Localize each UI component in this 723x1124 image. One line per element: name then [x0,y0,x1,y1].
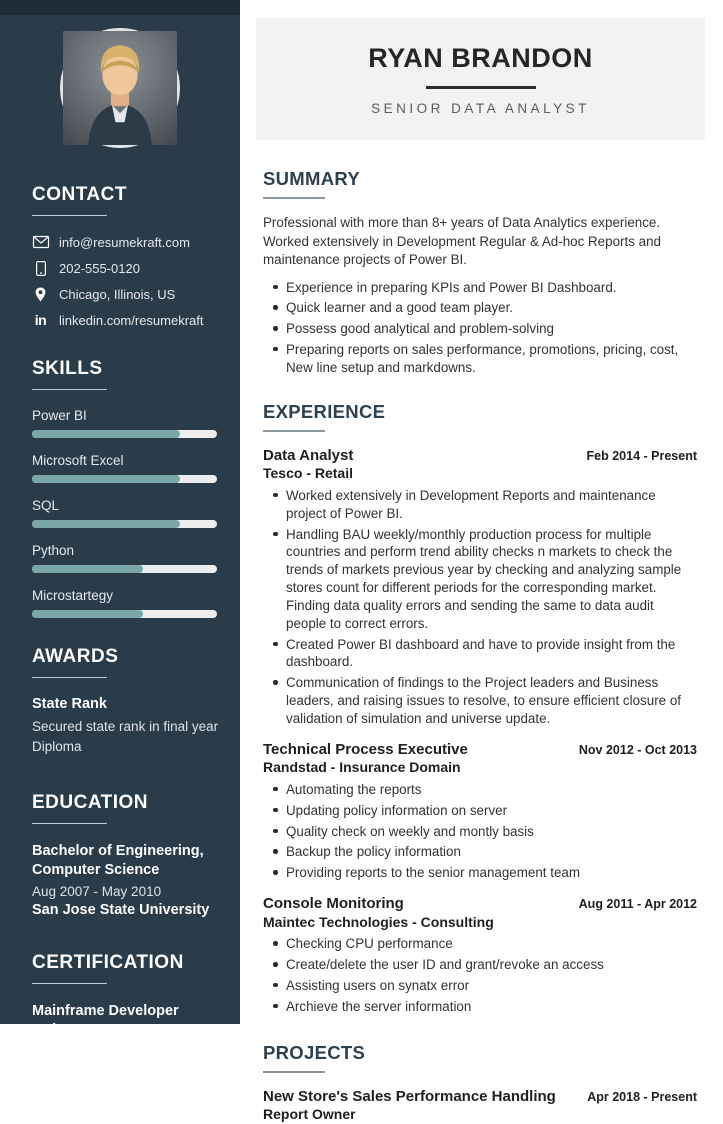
job-dates: Feb 2014 - Present [586,448,697,463]
skill-label: Power BI [32,408,87,423]
projects-heading-underline [263,1071,325,1073]
job-company: Randstad - Insurance Domain [263,759,461,776]
experience-entry [263,741,697,882]
summary-bullet: Experience in preparing KPIs and Power BI Dashboard. [271,279,697,297]
summary-paragraph: Professional with more than 8+ years of Data Analytics experience. Worked extensively in Development Regular & Ad-hoc Reports and maintenance projects of Power BI. [263,215,661,267]
contact-linkedin[interactable] [32,312,240,328]
awards-title-underline [32,677,107,678]
summary-bullet: Possess good analytical and problem-solving [271,320,697,338]
experience-section [263,401,697,1016]
skill-bar-fill [32,565,143,573]
summary-heading-underline [263,197,325,199]
location-icon [32,286,49,302]
skill-bar-track [32,565,217,573]
education-dates: Aug 2007 - May 2010 [32,883,162,899]
education-title: EDUCATION [32,791,149,813]
project-role: Report Owner [263,1106,356,1123]
contact-linkedin-text: linkedin.com/resumekraft [59,312,204,328]
job-bullet: Communication of findings to the Project leaders and Business leaders, and raising issues to resolve, to ensure efficient closure of validation of simulation and universe update. [271,674,697,727]
job-header [263,741,697,777]
skill-item [32,588,240,618]
job-bullet: Backup the policy information [271,843,697,861]
job-bullet: Updating policy information on server [271,802,697,820]
education-title-underline [32,823,107,824]
contact-title-underline [32,215,107,216]
project-title-block [263,1088,556,1124]
education-school: San Jose State University [32,901,210,918]
experience-entry [263,895,697,1016]
job-bullet: Quality check on weekly and montly basis [271,823,697,841]
job-dates: Aug 2011 - Apr 2012 [578,897,697,912]
education-section [0,792,240,918]
contact-email-text: info@resumekraft.com [59,234,190,250]
job-dates: Nov 2012 - Oct 2013 [578,742,697,757]
contact-location-text: Chicago, Illinois, US [59,286,176,302]
experience-heading-underline [263,430,325,432]
project-header [263,1088,697,1124]
certification-org: Maintec [32,1022,86,1039]
summary-bullet: Quick learner and a good team player. [271,299,697,317]
awards-title: AWARDS [32,646,119,667]
skill-bar-track [32,430,217,438]
job-bullet: Assisting users on synatx error [271,977,697,995]
job-title-block [263,741,468,777]
job-company: Maintec Technologies - Consulting [263,913,494,930]
job-bullet: Create/delete the user ID and grant/revoke an access [271,956,697,974]
certification-name: Mainframe Developer [32,1002,179,1019]
project-dates: Apr 2018 - Present [587,1089,697,1104]
job-header [263,895,697,931]
skill-label: Microstartegy [32,588,114,603]
job-bullet: Worked extensively in Development Reports and maintenance project of Power BI. [271,487,697,523]
job-bullet: Archieve the server information [271,998,697,1016]
job-title-block [263,447,353,483]
award-name: State Rank [32,696,107,712]
certification-title: CERTIFICATION [32,951,184,973]
contact-phone[interactable] [32,260,240,276]
contact-email[interactable] [32,234,240,250]
skill-bar-track [32,475,217,483]
skill-bar-fill [32,520,180,528]
education-degree: Bachelor of Engineering, Computer Science [32,842,204,879]
skill-bar-fill [32,610,143,618]
summary-bullet: Preparing reports on sales performance, promotions, pricing, cost, New line setup and markdowns. [271,341,697,377]
job-bullet-list [263,935,697,1015]
projects-heading: PROJECTS [263,1041,366,1063]
contact-title: CONTACT [32,184,127,205]
avatar [60,28,180,148]
main-content [240,168,723,1124]
skill-label: SQL [32,498,60,513]
job-title: Technical Process Executive [263,740,468,758]
awards-section [0,646,240,758]
photo-wrap [0,28,240,148]
project-title: New Store's Sales Performance Handling [263,1087,556,1105]
phone-icon [32,260,49,276]
summary-heading: SUMMARY [263,168,360,189]
job-bullet: Handling BAU weekly/monthly production process for multiple countries and perform trend ability checks n markets to check the trends of markets previous year by checking and analyzing sample stores count for different periods for the corresponding market. Finding data quality errors and sending the same to data audit people to correct errors. [271,526,697,633]
skill-bar-track [32,610,217,618]
job-title: Data Analyst [263,446,354,464]
job-role: SENIOR DATA ANALYST [371,101,590,116]
job-bullet-list [263,781,697,882]
contact-section [0,184,240,328]
experience-heading: EXPERIENCE [263,400,386,422]
experience-entry [263,447,697,728]
sidebar [0,0,240,1039]
job-title-block [263,895,494,931]
skills-title: SKILLS [32,358,103,379]
main-column [240,0,723,1123]
skill-item [32,453,240,483]
sidebar-top-strip [0,0,240,15]
avatar-illustration [63,31,177,145]
contact-phone-text: 202-555-0120 [59,260,140,276]
skill-item [32,498,240,528]
job-bullet: Providing reports to the senior management team [271,864,697,882]
linkedin-icon: in [34,312,47,328]
skill-item [32,543,240,573]
header-banner [256,18,705,140]
skills-title-underline [32,389,107,390]
mail-icon [32,234,49,250]
skill-item [32,408,240,438]
person-name: RYAN BRANDON [368,43,593,73]
summary-bullet-list [263,279,697,377]
skill-label: Python [32,543,75,558]
job-title: Console Monitoring [263,895,404,913]
skill-label: Microsoft Excel [32,453,124,468]
contact-location[interactable] [32,286,240,302]
job-company: Tesco - Retail [263,465,353,482]
job-bullet: Created Power BI dashboard and have to provide insight from the dashboard. [271,636,697,672]
job-header [263,447,697,483]
skill-bar-fill [32,430,180,438]
job-bullet: Checking CPU performance [271,935,697,953]
award-description: Secured state rank in final year Diploma [32,719,219,755]
name-underline [426,86,536,89]
project-entry [263,1088,697,1124]
projects-section [263,1042,697,1124]
skill-bar-track [32,520,217,528]
certification-title-underline [32,983,107,984]
certification-section [0,952,240,1039]
summary-section [263,168,697,377]
skill-bar-fill [32,475,180,483]
job-bullet-list [263,487,697,728]
skills-section [0,358,240,618]
job-bullet: Automating the reports [271,781,697,799]
